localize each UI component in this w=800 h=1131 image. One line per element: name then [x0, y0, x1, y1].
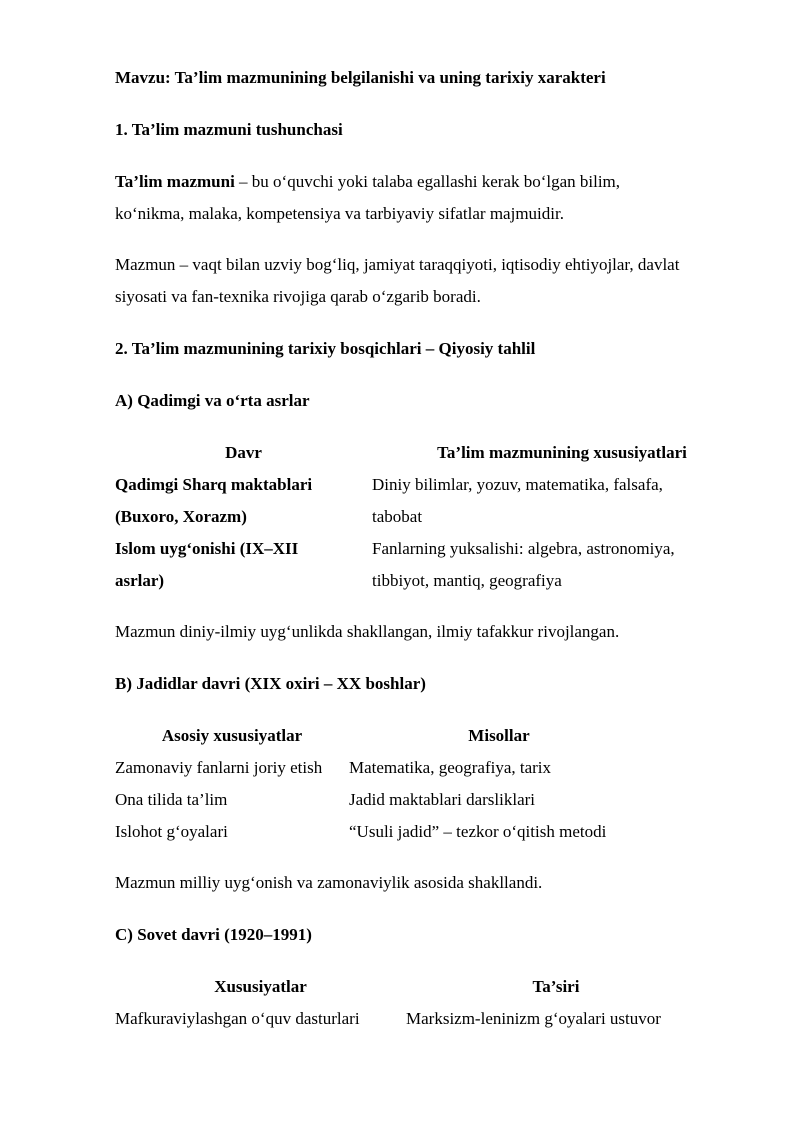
table-row	[115, 752, 709, 784]
table-row	[115, 1003, 710, 1035]
table-header-row	[115, 720, 709, 752]
table-header-cell: Xususiyatlar	[214, 977, 307, 996]
table-cell: Zamonaviy fanlarni joriy etish	[115, 758, 323, 777]
table-header-row	[115, 437, 752, 469]
table-cell	[372, 533, 752, 597]
table-ancient-medieval	[115, 437, 752, 597]
table-header-row	[115, 971, 710, 1003]
cell-line: Fanlarning yuksalishi: algebra, astronomiya,	[372, 539, 675, 558]
cell-line: Qadimgi Sharq maktablari	[115, 475, 313, 494]
table-row	[115, 816, 709, 848]
document-title: Mavzu: Ta’lim mazmunining belgilanishi va uning tarixiy xarakteri	[115, 68, 606, 87]
table-row	[115, 533, 752, 597]
section-1-heading: 1. Ta’lim mazmuni tushunchasi	[115, 120, 343, 139]
content-paragraph	[115, 249, 755, 313]
definition-text-line1: – bu o‘quvchi yoki talaba egallashi kerak bo‘lgan bilim,	[234, 172, 621, 191]
table-soviet-period	[115, 971, 710, 1035]
table-header-cell: Asosiy xususiyatlar	[161, 726, 303, 745]
content-paragraph-line2: siyosati va fan-texnika rivojiga qarab o‘zgarib boradi.	[115, 287, 481, 306]
section-b-conclusion: Mazmun milliy uyg‘onish va zamonaviylik asosida shakllandi.	[115, 873, 543, 892]
table-cell	[372, 469, 752, 533]
cell-line: tabobat	[372, 507, 423, 526]
definition-term: Ta’lim mazmuni	[115, 172, 235, 191]
table-cell: Islohot g‘oyalari	[115, 822, 228, 841]
table-cell	[115, 469, 372, 533]
document-page	[115, 62, 755, 1035]
table-header-cell: Davr	[225, 443, 262, 462]
table-cell: “Usuli jadid” – tezkor o‘qitish metodi	[349, 822, 607, 841]
cell-line: Diniy bilimlar, yozuv, matematika, falsafa,	[372, 475, 663, 494]
table-cell: Jadid maktablari darsliklari	[349, 790, 535, 809]
table-row	[115, 469, 752, 533]
table-cell: Matematika, geografiya, tarix	[349, 758, 552, 777]
definition-text-line2: ko‘nikma, malaka, kompetensiya va tarbiyaviy sifatlar majmuidir.	[115, 204, 564, 223]
section-a-conclusion: Mazmun diniy-ilmiy uyg‘unlikda shakllangan, ilmiy tafakkur rivojlangan.	[115, 622, 620, 641]
cell-line: Islom uyg‘onishi (IX–XII	[115, 539, 299, 558]
definition-paragraph	[115, 166, 755, 230]
section-c-heading: C) Sovet davri (1920–1991)	[115, 925, 312, 944]
table-header-cell: Misollar	[468, 726, 530, 745]
table-header-cell: Ta’siri	[532, 977, 580, 996]
table-cell: Mafkuraviylashgan o‘quv dasturlari	[115, 1009, 360, 1028]
cell-line: tibbiyot, mantiq, geografiya	[372, 571, 562, 590]
section-2-heading: 2. Ta’lim mazmunining tarixiy bosqichlari – Qiyosiy tahlil	[115, 339, 536, 358]
table-row	[115, 784, 709, 816]
table-cell: Marksizm-leninizm g‘oyalari ustuvor	[406, 1009, 661, 1028]
cell-line: asrlar)	[115, 571, 165, 590]
content-paragraph-line1: Mazmun – vaqt bilan uzviy bog‘liq, jamiyat taraqqiyoti, iqtisodiy ehtiyojlar, davlat	[115, 255, 680, 274]
section-a-heading: A) Qadimgi va o‘rta asrlar	[115, 391, 310, 410]
cell-line: (Buxoro, Xorazm)	[115, 507, 247, 526]
table-jadid-period	[115, 720, 709, 848]
section-b-heading: B) Jadidlar davri (XIX oxiri – XX boshlar)	[115, 674, 426, 693]
table-cell: Ona tilida ta’lim	[115, 790, 228, 809]
table-cell	[115, 533, 372, 597]
table-header-cell: Ta’lim mazmunining xususiyatlari	[437, 443, 687, 462]
